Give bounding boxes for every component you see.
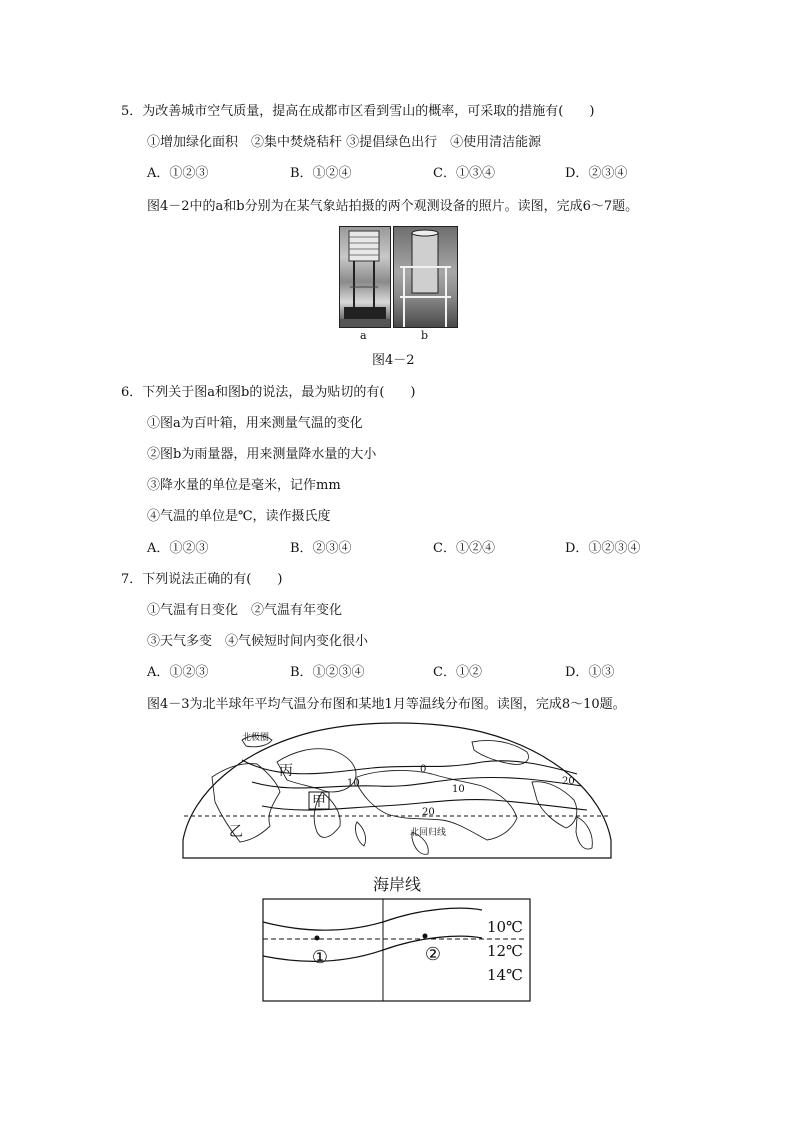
q6-item-3: ③降水量的单位是毫米，记作mm — [147, 478, 341, 493]
coastline-title: 海岸线 — [372, 875, 422, 894]
q6-item-1: ①图a为百叶箱，用来测量气温的变化 — [147, 416, 363, 431]
q6-option-c: C．①②④ — [433, 541, 495, 556]
label-jia: 甲 — [312, 794, 326, 810]
point-2-dot — [423, 934, 428, 939]
label-isotherm-20: 20 — [422, 807, 435, 818]
q5-option-c: C．①③④ — [433, 166, 495, 181]
figure-4-2-caption: 图4－2 — [372, 353, 415, 368]
label-bing: 丙 — [279, 763, 293, 779]
q6-stem: 6．下列关于图a和图b的说法，最为贴切的有( ) — [121, 385, 416, 400]
q5-stem: 5．为改善城市空气质量，提高在成都市区看到雪山的概率，可采取的措施有( ) — [121, 104, 595, 119]
coastline-isotherm-diagram — [262, 872, 532, 1004]
q6-item-2: ②图b为雨量器，用来测量降水量的大小 — [147, 447, 377, 462]
q7-items-1: ①气温有日变化 ②气温有年变化 — [147, 603, 343, 618]
world-isotherm-map — [182, 722, 612, 860]
q7-items-2: ③天气多变 ④气候短时间内变化很小 — [147, 634, 369, 649]
photo-label-b: b — [421, 329, 429, 342]
label-isotherm-0: 0 — [420, 764, 427, 775]
q5-items: ①增加绿化面积 ②集中焚烧秸秆 ③提倡绿色出行 ④使用清洁能源 — [147, 135, 542, 150]
label-10c: 10℃ — [487, 918, 523, 936]
q7-option-a: A．①②③ — [147, 665, 209, 680]
q6-option-a: A．①②③ — [147, 541, 209, 556]
label-isotherm-20b: 20 — [562, 776, 575, 787]
label-12c: 12℃ — [487, 942, 523, 960]
q6-option-d: D．①②③④ — [565, 541, 641, 556]
intro-6-7: 图4－2中的a和b分别为在某气象站拍摄的两个观测设备的照片。读图，完成6～7题。 — [147, 199, 639, 214]
label-14c: 14℃ — [487, 966, 523, 984]
q6-item-4: ④气温的单位是℃，读作摄氏度 — [147, 509, 331, 524]
label-arctic-circle: 北极圈 — [242, 733, 270, 743]
q5-option-b: B．①②④ — [290, 166, 352, 181]
point-1-dot — [315, 936, 320, 941]
label-yi: 乙 — [229, 824, 243, 840]
photo-louver-box — [339, 226, 391, 328]
photo-label-a: a — [360, 329, 367, 342]
point-2-label: ② — [424, 944, 442, 965]
map-frame — [183, 723, 611, 858]
point-1-label: ① — [311, 947, 329, 968]
label-isotherm-10: 10 — [452, 784, 465, 795]
q7-option-c: C．①② — [433, 665, 482, 680]
q7-option-b: B．①②③④ — [290, 665, 365, 680]
q5-option-a: A．①②③ — [147, 166, 209, 181]
label-tropic-of-cancer: 北回归线 — [410, 828, 447, 838]
q7-option-d: D．①③ — [565, 665, 615, 680]
intro-8-10: 图4－3为北半球年平均气温分布图和某地1月等温线分布图。读图，完成8～10题。 — [147, 697, 626, 712]
rain-gauge-drawing — [394, 227, 457, 327]
label-isotherm-10b: 10 — [347, 778, 360, 789]
photo-rain-gauge — [393, 226, 458, 328]
q7-stem: 7．下列说法正确的有( ) — [121, 572, 283, 587]
q6-option-b: B．②③④ — [290, 541, 352, 556]
q5-option-d: D．②③④ — [565, 166, 628, 181]
louver-box-drawing — [340, 227, 390, 327]
